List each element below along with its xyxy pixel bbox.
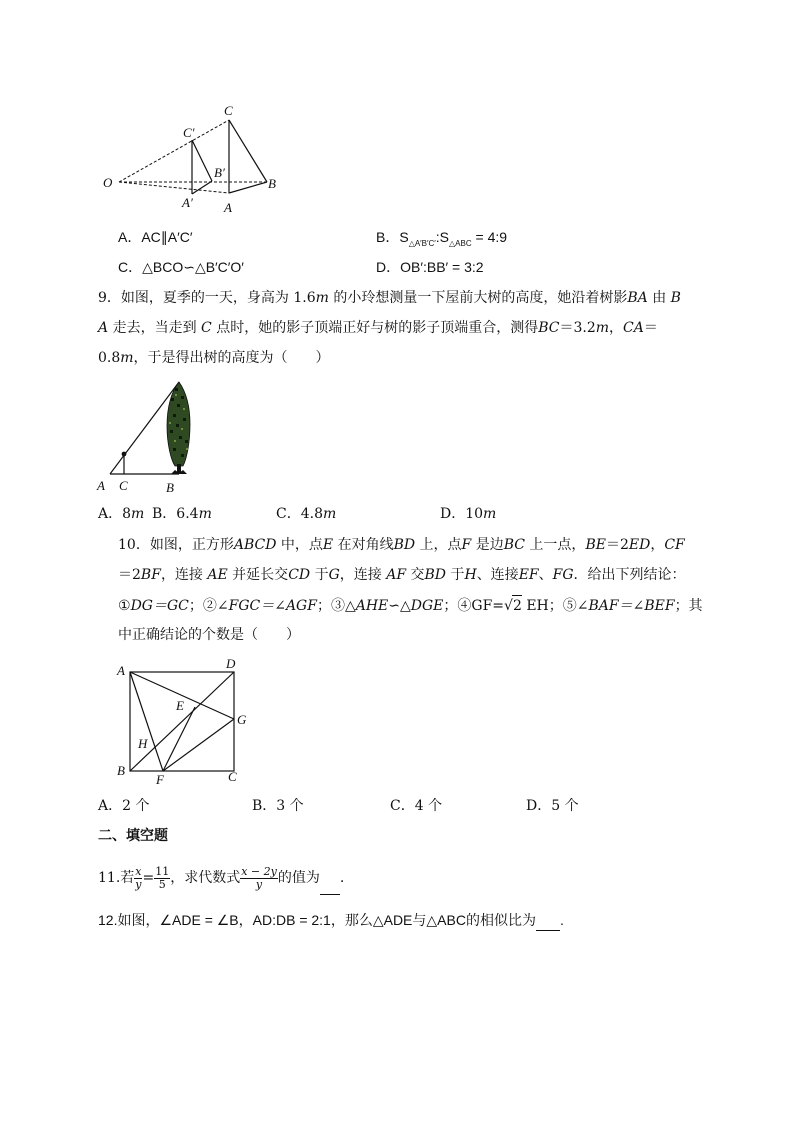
q8-option-a: A．AC∥A′C′ xyxy=(118,229,193,245)
q9-line1 xyxy=(98,288,681,308)
q8-option-b xyxy=(376,227,507,254)
q10-l1bd: BD xyxy=(393,537,416,553)
q9-l1h: 1.6 xyxy=(293,290,316,306)
q12-answer-blank[interactable] xyxy=(536,910,560,931)
q8-label-O: O xyxy=(103,175,113,190)
q11-end: . xyxy=(339,870,345,886)
q10-l1be: BE xyxy=(585,537,606,553)
q9-l2b: 点时，她的影子顶端正好与树的影子顶端重合，测得 xyxy=(211,320,539,336)
q10-c5-num: ⑤ xyxy=(562,598,577,614)
q9-l1ba: BA xyxy=(627,290,648,306)
q10-c5: ∠BAF＝∠BEF xyxy=(576,598,675,614)
q10-sep5: ；其 xyxy=(674,598,703,614)
q8-optb-sub2: △ABC xyxy=(449,238,472,248)
q9-l3a: 0.8 xyxy=(98,350,121,366)
q9-option-b xyxy=(152,504,212,524)
q9-label-C: C xyxy=(119,478,128,493)
q10-l1a: 10．如图，正方形 xyxy=(118,537,234,553)
q10-c4-num: ④ xyxy=(457,598,472,614)
person-head-icon xyxy=(122,452,127,457)
q9-figure xyxy=(95,378,205,496)
q10-c1: DG＝GC xyxy=(130,598,189,614)
q10-l2h2: 、连接 xyxy=(476,567,519,583)
q10-sep1: ； xyxy=(188,598,203,614)
q10-c2-num: ② xyxy=(202,598,217,614)
q11-f2-den: 5 xyxy=(158,877,166,891)
q10-l1bc: BC xyxy=(503,537,525,553)
q9-l1a: 9．如图，夏季的一天，身高为 xyxy=(98,290,294,306)
q10-figure xyxy=(108,655,248,785)
q9-l3b: ，于是得出树的高度为（ ） xyxy=(133,350,330,366)
q11-answer-blank[interactable] xyxy=(320,862,340,895)
q9-line3 xyxy=(98,348,330,368)
section-heading-fill-in: 二、填空题 xyxy=(98,828,168,844)
q11-frac-11-over-5 xyxy=(154,866,170,891)
q9-optb: B．6.4 xyxy=(152,506,199,522)
q9-option-d xyxy=(440,504,496,524)
q10-l1cf: CF xyxy=(664,537,685,553)
q10-label-F: F xyxy=(156,772,164,785)
q9-l1b: 的小玲想测量一下屋前大树的高度，她沿着树影 xyxy=(328,290,628,306)
q11 xyxy=(98,862,344,895)
q10-l1abcd: ABCD xyxy=(233,537,277,553)
q8-label-C1: C′ xyxy=(183,125,195,140)
q10-l2b: ，连接 xyxy=(160,567,208,583)
q11-f2-num: 11 xyxy=(155,864,170,878)
q10-c4a: GF= xyxy=(471,598,505,614)
q9-l2eq: ＝3.2 xyxy=(559,320,596,336)
q9-optc-m: m xyxy=(322,506,337,522)
q10-label-D: D xyxy=(226,656,236,671)
q9-l2c-var: C xyxy=(201,320,212,336)
q9-opta: A．8 xyxy=(98,506,132,522)
q10-option-a: A．2 个 xyxy=(98,798,150,814)
q9-l1c: 由 xyxy=(647,290,671,306)
q9-option-a xyxy=(98,504,144,524)
q10-l2a: ＝2 xyxy=(118,567,141,583)
q9-optd: D．10 xyxy=(440,506,484,522)
q9-l2m: m xyxy=(595,320,610,336)
q12-text: 12.如图，∠ADE = ∠B，AD:DB = 2:1，那么△ADE与△ABC的相似比为 xyxy=(98,912,536,928)
q10-l2e: ，连接 xyxy=(339,567,387,583)
q10-label-E: E xyxy=(176,698,184,713)
q9-l2a: 走去，当走到 xyxy=(108,320,202,336)
q10-l2h: H xyxy=(464,567,477,583)
q10-l2bd: BD xyxy=(424,567,447,583)
q11-mid: ，求代数式 xyxy=(170,870,241,886)
q10-option-c: C．4 个 xyxy=(390,798,443,814)
q10-l2fg: FG xyxy=(552,567,574,583)
q10-label-B: B xyxy=(117,763,125,778)
q9-l1b2: B xyxy=(670,290,681,306)
q8-optb-prefix: B．S xyxy=(376,229,409,245)
q10-l2f: 交 xyxy=(406,567,425,583)
q11-f1-num: x xyxy=(135,864,142,878)
q10-l1d: 上，点 xyxy=(415,537,462,553)
q10-option-d: D．5 个 xyxy=(526,798,579,814)
q8-label-A1: A′ xyxy=(182,195,193,210)
q10-l2g: G xyxy=(328,567,340,583)
q10-l2cd: CD xyxy=(288,567,311,583)
q10-line4: 中正确结论的个数是（ ） xyxy=(118,627,300,643)
q10-l1b: 中，点 xyxy=(276,537,323,553)
q10-line1 xyxy=(118,535,685,555)
q10-c4-sqrt: 2 xyxy=(512,595,522,616)
q10-l2ae: AE xyxy=(207,567,228,583)
q10-c3: △AHE∽△DGE xyxy=(344,598,444,614)
q9-opta-m: m xyxy=(131,506,145,522)
q10-c4b: EH xyxy=(521,598,549,614)
q10-l1f: F xyxy=(461,537,472,553)
q8-optb-suffix: = 4:9 xyxy=(471,229,508,245)
q10-l1g: ＝2 xyxy=(605,537,629,553)
q10-c2: ∠FGC＝∠AGF xyxy=(216,598,317,614)
q9-l1m: m xyxy=(315,290,329,306)
q9-l2a-var: A xyxy=(98,320,109,336)
q8-label-C: C xyxy=(224,103,233,118)
q11-f3-den: y xyxy=(255,877,263,891)
q10-l1e2: 是边 xyxy=(471,537,504,553)
q10-c3-num: ③ xyxy=(330,598,345,614)
q8-label-A: A xyxy=(224,200,232,215)
q10-l1c: 在对角线 xyxy=(333,537,394,553)
q9-l2eq2: ＝ xyxy=(643,320,658,336)
q8-figure xyxy=(95,100,295,220)
q10-sep2: ； xyxy=(316,598,331,614)
q11-frac-expression xyxy=(240,866,278,891)
q11-eq: = xyxy=(142,870,155,886)
q10-line2 xyxy=(118,565,686,585)
q9-option-c xyxy=(276,504,336,524)
q9-label-A: A xyxy=(97,478,105,493)
q8-optb-sub1: △A′B′C′ xyxy=(408,238,436,248)
q10-sep3: ； xyxy=(443,598,458,614)
q10-l1e: E xyxy=(322,537,334,553)
q10-l2c: 并延长交 xyxy=(227,567,289,583)
q10-label-H: H xyxy=(138,736,148,751)
q10-label-C: C xyxy=(228,769,237,784)
q10-l2g2: 于 xyxy=(446,567,465,583)
q11-post: 的值为 xyxy=(277,870,320,886)
q9-optd-m: m xyxy=(483,506,497,522)
q10-l2i: 、 xyxy=(538,567,553,583)
q10-l1ed: ED xyxy=(628,537,651,553)
q9-optb-m: m xyxy=(198,506,212,522)
q12 xyxy=(98,910,564,931)
q11-f3-num: x − 2y xyxy=(241,864,277,878)
q10-l2ef: EF xyxy=(518,567,539,583)
q10-l2d: 于 xyxy=(310,567,329,583)
q10-option-b: B．3 个 xyxy=(252,798,304,814)
q9-l3m: m xyxy=(120,350,134,366)
q8-option-d: D．OB′:BB′ = 3:2 xyxy=(376,259,484,275)
q10-line3: ①DG＝GC；②∠FGC＝∠AGF；③△AHE∽△DGE；④GF=√2 EH；⑤∠BAF＝∠BEF；其 xyxy=(118,595,703,616)
q9-l2ca: CA xyxy=(623,320,644,336)
q8-option-c: C．△BCO∽△B′C′O′ xyxy=(118,259,244,275)
q10-l2j: ．给出下列结论： xyxy=(573,567,686,583)
q9-line2: A 走去，当走到 C 点时，她的影子顶端正好与树的影子顶端重合，测得BC＝3.2m，CA＝ xyxy=(98,320,658,336)
q9-l2bc: BC xyxy=(538,320,560,336)
tree-icon xyxy=(167,382,190,474)
q9-optc: C．4.8 xyxy=(276,506,323,522)
q10-label-A: A xyxy=(117,663,125,678)
q10-l1f2: 上一点， xyxy=(524,537,586,553)
q10-l1h: ， xyxy=(650,537,665,553)
q10-c1-num: ① xyxy=(118,598,131,614)
q10-l2bf: BF xyxy=(140,567,161,583)
q10-label-G: G xyxy=(237,712,247,727)
q9-label-B: B xyxy=(166,480,174,495)
q8-optb-mid: :S xyxy=(435,229,450,245)
q11-f1-den: y xyxy=(135,877,142,891)
q8-label-B1: B′ xyxy=(214,165,225,180)
q11-pre: 11.若 xyxy=(98,870,135,886)
q8-label-B: B xyxy=(268,176,276,191)
q12-end: . xyxy=(559,912,564,928)
q10-sep4: ； xyxy=(548,598,563,614)
q10-l2af: AF xyxy=(386,567,407,583)
